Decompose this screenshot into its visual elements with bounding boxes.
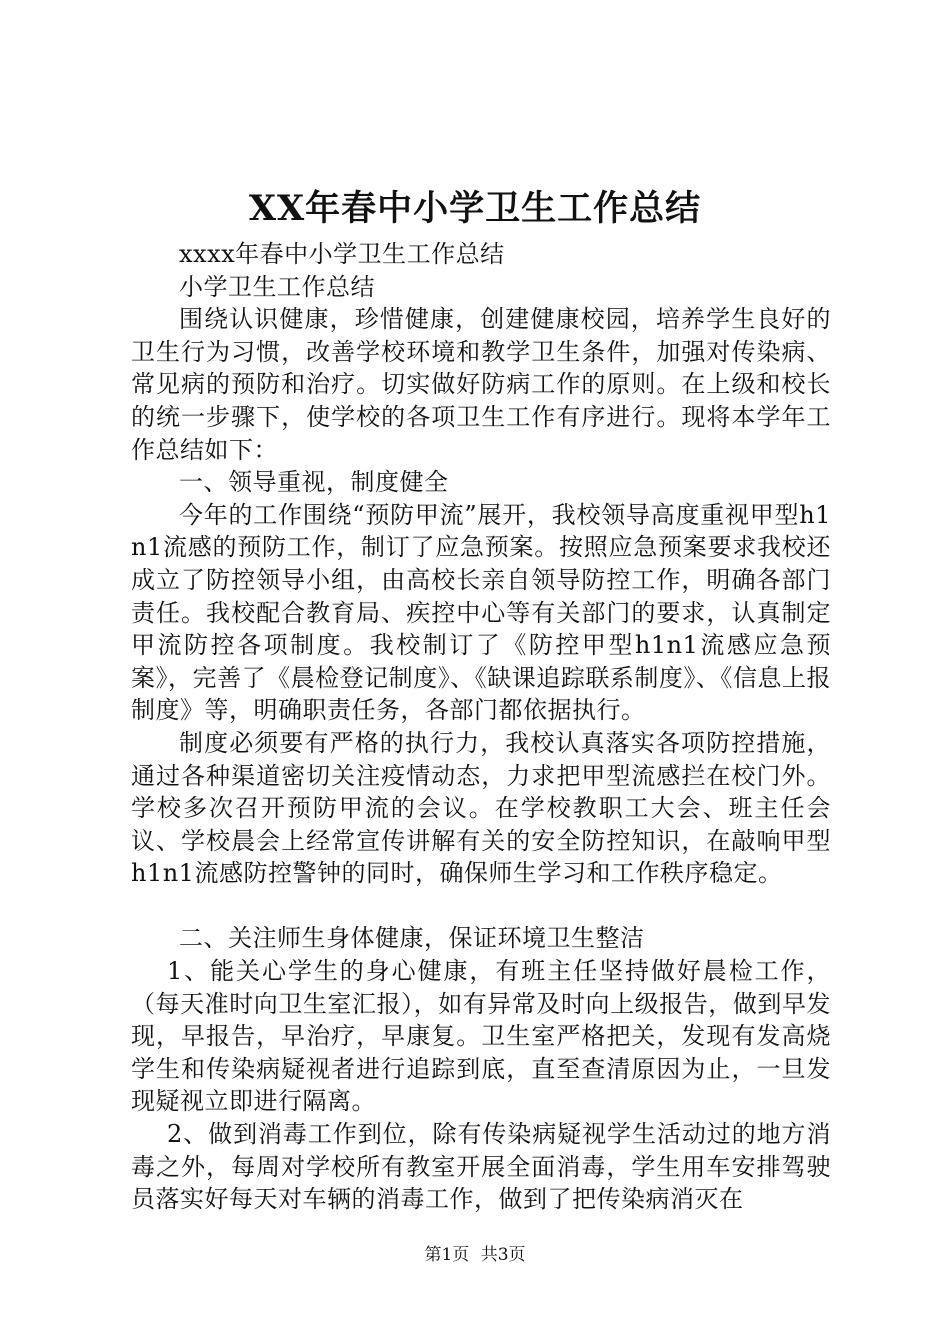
paragraph: 2、做到消毒工作到位，除有传染病疑视学生活动过的地方消毒之外，每周对学校所有教室开展全面消毒，学生用车安排驾驶员落实好每天对车辆的消毒工作，做到了把传染病消灭在 [131, 1120, 831, 1214]
document-body [131, 238, 831, 1216]
paragraph: 今年的工作围绕“预防甲流”展开，我校领导高度重视甲型h1n1流感的预防工作，制订了应急预案。按照应急预案要求我校还成立了防控领导小组，由高校长亲自领导防控工作，明确各部门责任。我校配合教育局、疾控中心等有关部门的要求，认真制定甲流防控各项制度。我校制订了《防控甲型h1n1流感应急预案》，完善了《晨检登记制度》、《缺课追踪联系制度》、《信息上报制度》等，明确职责任务，各部门都依据执行。 [131, 500, 831, 725]
document-title: XX年春中小学卫生工作总结 [248, 188, 702, 229]
paragraph: 围绕认识健康，珍惜健康，创建健康校园，培养学生良好的卫生行为习惯，改善学校环境和教学卫生条件，加强对传染病、常见病的预防和治疗。切实做好防病工作的原则。在上级和校长的统一步骤下，使学校的各项卫生工作有序进行。现将本学年工作总结如下： [131, 305, 831, 464]
page-footer [0, 1244, 950, 1266]
paragraph: 制度必须要有严格的执行力，我校认真落实各项防控措施，通过各种渠道密切关注疫情动态，力求把甲型流感拦在校门外。学校多次召开预防甲流的会议。在学校教职工大会、班主任会议、学校晨会上经常宣传讲解有关的安全防控知识，在敲响甲型h1n1流感防控警钟的同时，确保师生学习和工作秩序稳定。 [131, 728, 831, 888]
page-total: 共3页 [480, 1245, 526, 1265]
subtitle-line: xxxx年春中小学卫生工作总结 [179, 240, 505, 268]
subtitle-line: 小学卫生工作总结 [179, 272, 375, 301]
blank-line [131, 890, 831, 923]
paragraph: 1、能关心学生的身心健康，有班主任坚持做好晨检工作，（每天准时向卫生室汇报），如有异常及时向上级报告，做到早发现，早报告，早治疗，早康复。卫生室严格把关，发现有发高烧学生和传染病疑视者进行追踪到底，直至查清原因为止，一旦发现疑视立即进行隔离。 [131, 957, 831, 1116]
section-heading: 一、领导重视，制度健全 [179, 468, 449, 497]
page-number: 第1页 [424, 1245, 470, 1265]
section-heading: 二、关注师生身体健康，保证环境卫生整洁 [179, 924, 645, 953]
